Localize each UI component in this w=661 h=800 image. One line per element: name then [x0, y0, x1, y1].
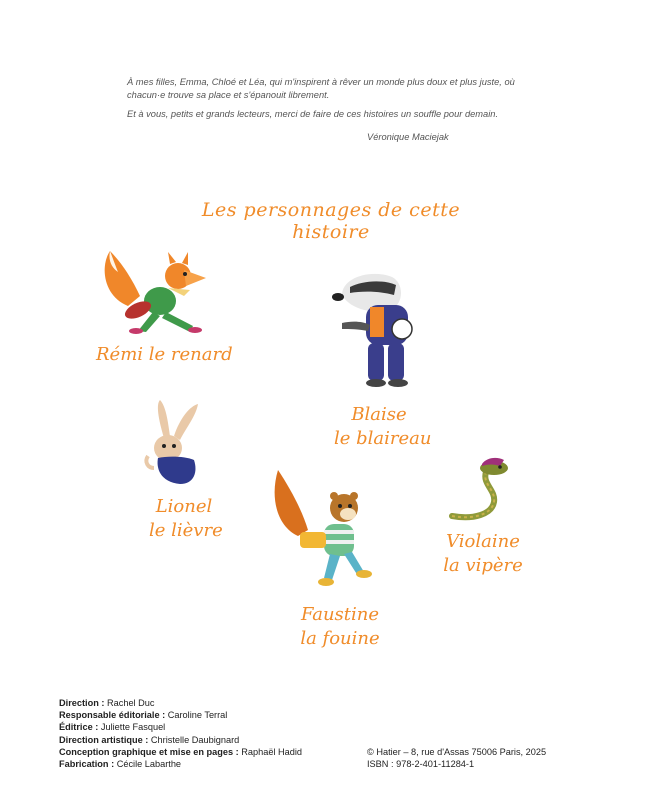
character-name-violaine: Violaine la vipère: [443, 531, 523, 576]
hare-illustration: [140, 398, 205, 488]
badger-illustration: [332, 255, 432, 390]
character-name-lionel: Lionel le lièvre: [149, 496, 223, 541]
fox-illustration: [98, 246, 218, 336]
character-name-faustine: Faustine la fouine: [300, 604, 380, 649]
credit-row: Direction artistique : Christelle Daubignard: [59, 734, 240, 745]
dedication-line-2: Et à vous, petits et grands lecteurs, merci de faire de ces histoires un souffle pour demain.: [127, 109, 499, 119]
dedication-signature: Véronique Maciejak: [367, 132, 449, 142]
marten-illustration: [268, 466, 378, 591]
character-name-remi: Rémi le renard: [96, 344, 233, 365]
dedication-line-1: À mes filles, Emma, Chloé et Léa, qui m'inspirent à rêver un monde plus doux et plus juste, où chacun·e trouve sa place et s'épanouit librement.: [127, 77, 515, 100]
isbn-line: ISBN : 978-2-401-11284-1: [367, 759, 475, 770]
copyright-line: © Hatier – 8, rue d'Assas 75006 Paris, 2025: [367, 747, 547, 757]
credit-row: Conception graphique et mise en pages : Raphaël Hadid: [59, 746, 303, 757]
credit-row: Direction : Rachel Duc: [59, 698, 155, 708]
publisher-info: [367, 746, 546, 770]
credit-row: Éditrice : Juliette Fasquel: [59, 722, 166, 733]
credits: [59, 697, 302, 770]
credit-row: Responsable éditoriale : Caroline Terral: [59, 710, 228, 721]
viper-illustration: [444, 454, 519, 524]
dedication: [127, 76, 547, 127]
character-name-blaise: Blaise le blaireau: [334, 404, 432, 449]
characters-heading: Les personnages de cette histoire: [201, 199, 461, 243]
credit-row: Fabrication : Cécile Labarthe: [59, 759, 182, 770]
